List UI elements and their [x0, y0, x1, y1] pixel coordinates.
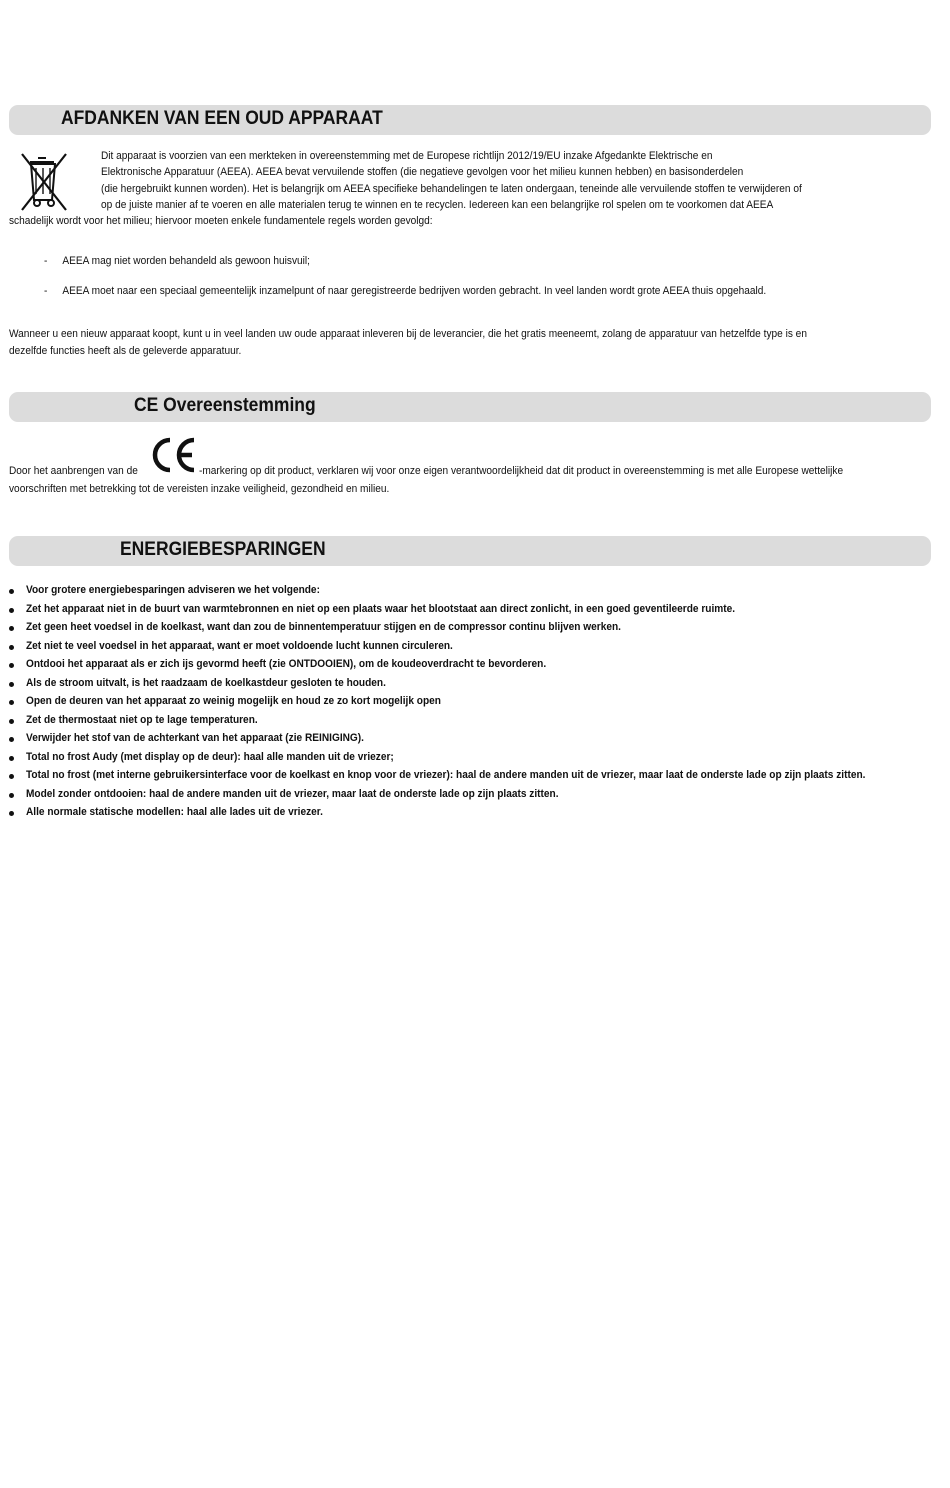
disposal-outro-line-2: dezelfde functies heeft als de geleverde apparatuur. [9, 345, 242, 357]
list-item [9, 712, 889, 730]
ce-text-before: Door het aanbrengen van de [9, 465, 138, 477]
list-item [9, 619, 889, 637]
list-item [9, 767, 889, 785]
energy-tip-text: Zet geen heet voedsel in de koelkast, want dan zou de binnentemperatuur stijgen en de compressor continu blijven werken. [26, 621, 621, 633]
energy-tip-text: Total no frost Audy (met display op de deur): haal alle manden uit de vriezer; [26, 750, 394, 763]
ce-text-line-2: voorschriften met betrekking tot de vereisten inzake veiligheid, gezondheid en milieu. [9, 483, 390, 495]
list-item [9, 601, 889, 619]
list-item [9, 730, 889, 748]
list-item [9, 786, 889, 804]
disposal-intro-line-3: (die hergebruikt kunnen worden). Het is belangrijk om AEEA specifieke behandelingen te laten ondergaan, teneinde alle vervuilende stoffen te verwijderen of [101, 183, 802, 195]
section-banner-energy [9, 536, 931, 566]
section-title-disposal: AFDANKEN VAN EEN OUD APPARAAT [61, 108, 383, 129]
disposal-intro-line-1: Dit apparaat is voorzien van een merkteken in overeenstemming met de Europese richtlijn 2012/19/EU inzake Afgedankte Elektrische en [101, 150, 713, 162]
list-item [9, 693, 889, 711]
list-item [9, 675, 889, 693]
list-item [9, 582, 889, 600]
weee-bin-icon [14, 148, 74, 212]
section-banner-disposal [9, 105, 931, 135]
energy-tip-text: Zet het apparaat niet in de buurt van warmtebronnen en niet op een plaats waar het blootstaat aan direct zonlicht, in een goed geventileerde ruimte. [26, 602, 736, 615]
energy-tip-text: Zet de thermostaat niet op te lage temperaturen. [26, 713, 258, 726]
section-title-energy: ENERGIEBESPARINGEN [120, 539, 326, 560]
energy-tip-text: Model zonder ontdooien: haal de andere manden uit de vriezer, maar laat de onderste lade op zijn plaats zitten. [26, 787, 559, 800]
energy-tip-text: Ontdooi het apparaat als er zich ijs gevormd heeft (zie ONTDOOIEN), om de koudeoverdracht te bevorderen. [26, 658, 547, 670]
energy-tip-text: Open de deuren van het apparaat zo weinig mogelijk en houd ze zo kort mogelijk open [26, 695, 441, 707]
energy-tip-text: Verwijder het stof van de achterkant van het apparaat (zie REINIGING). [26, 732, 364, 744]
disposal-intro-line-5: schadelijk wordt voor het milieu; hiervoor moeten enkele fundamentele regels worden gevolgd: [9, 215, 433, 227]
list-item [9, 638, 889, 656]
disposal-intro-line-4: op de juiste manier af te voeren en alle materialen terug te winnen en te recyclen. Iedereen kan een belangrijke rol spelen om te voorkomen dat AEEA [101, 199, 774, 211]
section-banner-ce [9, 392, 931, 422]
energy-tip-text: Total no frost (met interne gebruikersinterface voor de koelkast en knop voor de vriezer): haal de andere manden uit de vriezer, maar laat de onderste lade op zijn plaats zitten. [26, 769, 866, 781]
section-title-ce: CE Overeenstemming [134, 395, 316, 416]
ce-mark-icon [150, 436, 200, 474]
disposal-outro-line-1: Wanneer u een nieuw apparaat koopt, kunt u in veel landen uw oude apparaat inleveren bij de leverancier, die het gratis meeneemt, zolang de apparatuur van hetzelfde type is en [9, 328, 807, 340]
list-item [9, 804, 889, 822]
energy-tip-text: Voor grotere energiebesparingen adviseren we het volgende: [26, 584, 320, 596]
list-item [9, 749, 889, 767]
energy-tip-text: Zet niet te veel voedsel in het apparaat, want er moet voldoende lucht kunnen circuleren. [26, 639, 453, 652]
energy-tips-list [9, 582, 889, 823]
disposal-rule-2: - AEEA moet naar een speciaal gemeentelijk inzamelpunt of naar geregistreerde bedrijven worden gebracht. In veel landen wordt grote AEEA thuis opgehaald. [44, 285, 767, 297]
ce-text-after: -markering op dit product, verklaren wij voor onze eigen verantwoordelijkheid dat dit product in overeenstemming is met alle Europese wettelijke [199, 465, 844, 477]
list-item [9, 656, 889, 674]
energy-tip-text: Als de stroom uitvalt, is het raadzaam de koelkastdeur gesloten te houden. [26, 676, 386, 689]
disposal-rule-1-text: AEEA mag niet worden behandeld als gewoon huisvuil; [62, 255, 310, 267]
disposal-intro-line-2: Elektronische Apparatuur (AEEA). AEEA bevat vervuilende stoffen (die negatieve gevolgen voor het milieu kunnen hebben) en basisonderdelen [101, 166, 744, 178]
disposal-rule-1: - AEEA mag niet worden behandeld als gewoon huisvuil; [44, 255, 310, 267]
disposal-rule-2-text: AEEA moet naar een speciaal gemeentelijk inzamelpunt of naar geregistreerde bedrijven worden gebracht. In veel landen wordt grote AEEA thuis opgehaald. [62, 285, 767, 297]
energy-tip-text: Alle normale statische modellen: haal alle lades uit de vriezer. [26, 806, 323, 818]
